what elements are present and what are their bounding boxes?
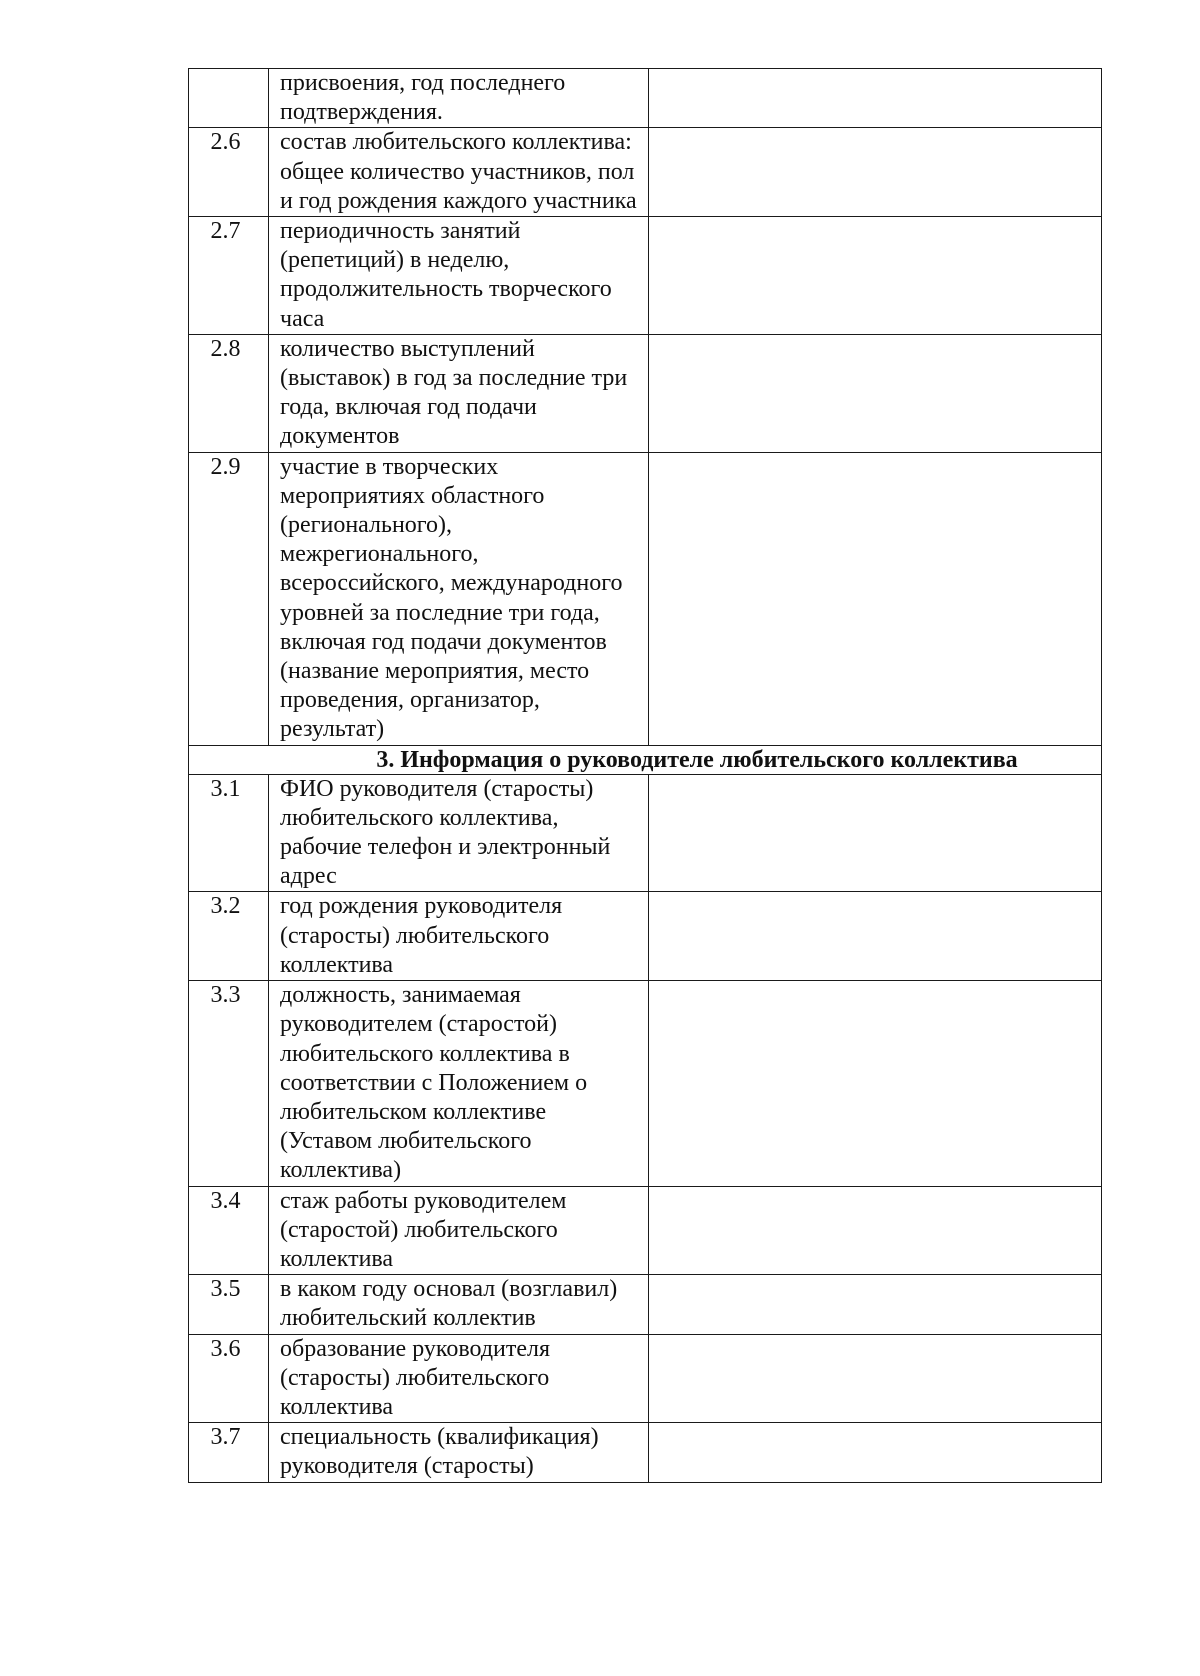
item-label: присвоения, год последнего подтверждения. bbox=[269, 69, 649, 128]
item-value-cell[interactable] bbox=[649, 69, 1102, 128]
table-row bbox=[189, 1275, 1102, 1334]
table-row bbox=[189, 1334, 1102, 1423]
item-number: 2.9 bbox=[189, 452, 269, 745]
table-row bbox=[189, 1186, 1102, 1275]
table-row bbox=[189, 774, 1102, 892]
item-label: специальность (квалификация) руководителя (старосты) bbox=[269, 1423, 649, 1482]
item-label: год рождения руководителя (старосты) любительского коллектива bbox=[269, 892, 649, 981]
item-label: образование руководителя (старосты) любительского коллектива bbox=[269, 1334, 649, 1423]
item-label: ФИО руководителя (старосты) любительского коллектива, рабочие телефон и электронный адрес bbox=[269, 774, 649, 892]
item-number: 3.5 bbox=[189, 1275, 269, 1334]
table-row bbox=[189, 1423, 1102, 1482]
section-header-row bbox=[189, 745, 1102, 774]
item-number: 3.2 bbox=[189, 892, 269, 981]
item-number: 3.7 bbox=[189, 1423, 269, 1482]
item-value-cell[interactable] bbox=[649, 892, 1102, 981]
table-row bbox=[189, 128, 1102, 217]
table-row bbox=[189, 452, 1102, 745]
item-number: 2.8 bbox=[189, 334, 269, 452]
item-label: участие в творческих мероприятиях областного (регионального), межрегионального, всероссийского, международного уровней за последние три года, включая год подачи документов (название мероприятия, место проведения, организатор, результат) bbox=[269, 452, 649, 745]
item-label: периодичность занятий (репетиций) в неделю, продолжительность творческого часа bbox=[269, 217, 649, 335]
item-number bbox=[189, 69, 269, 128]
item-number: 2.7 bbox=[189, 217, 269, 335]
item-label: состав любительского коллектива: общее количество участников, пол и год рождения каждого участника bbox=[269, 128, 649, 217]
item-value-cell[interactable] bbox=[649, 128, 1102, 217]
item-label: количество выступлений (выставок) в год за последние три года, включая год подачи документов bbox=[269, 334, 649, 452]
item-label: в каком году основал (возглавил) любительский коллектив bbox=[269, 1275, 649, 1334]
item-number: 3.4 bbox=[189, 1186, 269, 1275]
item-value-cell[interactable] bbox=[649, 1423, 1102, 1482]
section-title: 3. Информация о руководителе любительского коллектива bbox=[189, 745, 1102, 774]
item-number: 2.6 bbox=[189, 128, 269, 217]
item-value-cell[interactable] bbox=[649, 1334, 1102, 1423]
item-value-cell[interactable] bbox=[649, 334, 1102, 452]
item-number: 3.6 bbox=[189, 1334, 269, 1423]
table-row bbox=[189, 892, 1102, 981]
table-row bbox=[189, 217, 1102, 335]
table-row bbox=[189, 981, 1102, 1186]
item-value-cell[interactable] bbox=[649, 981, 1102, 1186]
table-row bbox=[189, 69, 1102, 128]
application-form-table bbox=[188, 68, 1102, 1483]
item-value-cell[interactable] bbox=[649, 1275, 1102, 1334]
item-label: должность, занимаемая руководителем (старостой) любительского коллектива в соответствии с Положением о любительском коллективе (Уставом любительского коллектива) bbox=[269, 981, 649, 1186]
item-value-cell[interactable] bbox=[649, 452, 1102, 745]
item-value-cell[interactable] bbox=[649, 1186, 1102, 1275]
item-label: стаж работы руководителем (старостой) любительского коллектива bbox=[269, 1186, 649, 1275]
item-value-cell[interactable] bbox=[649, 217, 1102, 335]
item-value-cell[interactable] bbox=[649, 774, 1102, 892]
item-number: 3.1 bbox=[189, 774, 269, 892]
table-row bbox=[189, 334, 1102, 452]
item-number: 3.3 bbox=[189, 981, 269, 1186]
